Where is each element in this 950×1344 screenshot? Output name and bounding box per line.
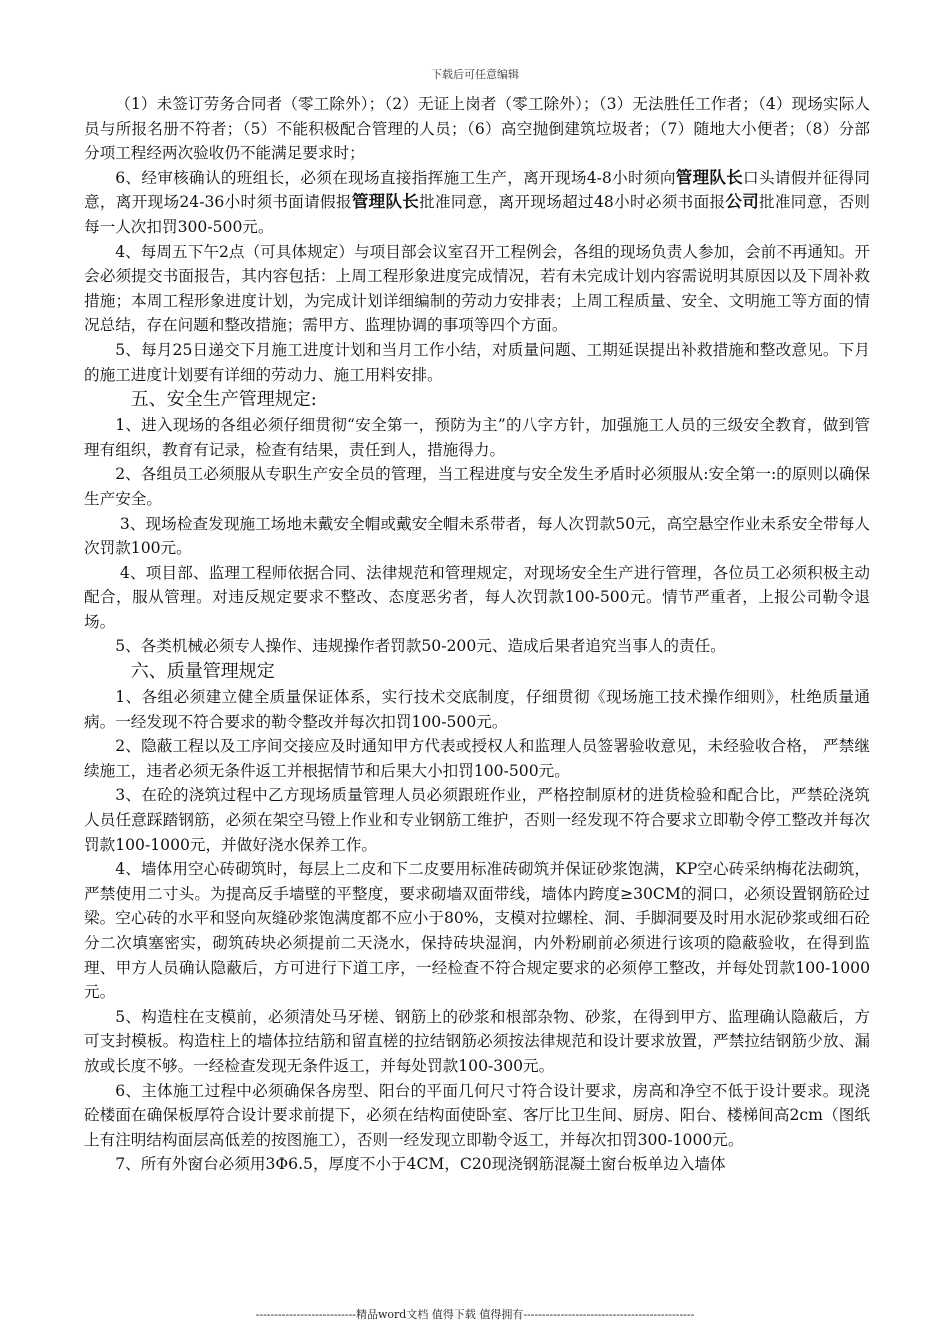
safety-item: 5、各类机械必须专人操作、违规操作者罚款50-200元、造成后果者追究当事人的责任。 xyxy=(115,637,726,656)
p6-bold-manager-1: 管理队长 xyxy=(675,167,744,187)
p6-text-e: 批准同意，否则每一人次扣罚300-500元。 xyxy=(84,193,870,236)
safety-item: 4、项目部、监理工程师依据合同、法律规范和管理规定，对现场安全生产进行管理，各位员工必须积极主动配合，服从管理。对违反规定要求不整改、态度恶劣者，每人次罚款100-500元。情节严重者，上报公司勒令退场。 xyxy=(84,563,870,631)
quality-item: 3、在砼的浇筑过程中乙方现场质量管理人员必须跟班作业，严格控制原材的进货检验和配合比，严禁砼浇筑人员任意踩踏钢筋，必须在架空马镫上作业和专业钢筋工维护，否则一经发现不符合要求立即勒令停工整改并每次罚款100-1000元，并做好浇水保养工作。 xyxy=(84,786,870,854)
p6-bold-manager-2: 管理队长 xyxy=(351,192,420,212)
safety-item: 2、各组员工必须服从专职生产安全员的管理，当工程进度与安全发生矛盾时必须服从:安全第一:的原则以确保生产安全。 xyxy=(84,465,870,508)
quality-item: 7、所有外窗台必须用3Φ6.5，厚度不小于4CM，C20现浇钢筋混凝土窗台板单边入墙体 xyxy=(115,1155,726,1174)
paragraph-unqualified-list: （1）未签订劳务合同者（零工除外）；（2）无证上岗者（零工除外）；（3）无法胜任工作者；（4）现场实际人员与所报名册不符者；（5）不能积极配合管理的人员；（6）高空抛倒建筑垃圾者；（7）随地大小便者；（8）分部分项工程经两次验收仍不能满足要求时； xyxy=(84,95,870,163)
section-heading-quality: 六、质量管理规定 xyxy=(130,661,275,683)
quality-item: 6、主体施工过程中必须确保各房型、阳台的平面几何尺寸符合设计要求，房高和净空不低于设计要求。现浇砼楼面在确保板厚符合设计要求前提下，必须在结构面使卧室、客厅比卫生间、厨房、阳台、楼梯间高2cm（图纸上有注明结构面层高低差的按图施工），否则一经发现立即勒令返工，并每次扣罚300-1000元。 xyxy=(84,1081,870,1149)
quality-item: 4、墙体用空心砖砌筑时，每层上二皮和下二皮要用标准砖砌筑并保证砂浆饱满，KP空心砖采纳梅花法砌筑，严禁使用二寸头。为提高反手墙壁的平整度，要求砌墙双面带线，墙体内跨度≥30CM的洞口，必须设置钢筋砼过梁。空心砖的水平和竖向灰缝砂浆饱满度都不应小于80%，支模对拉螺栓、洞、手脚洞要及时用水泥砂浆或细石砼分二次填塞密实，砌筑砖块必须提前二天浇水，保持砖块湿润，内外粉刷前必须进行该项的隐蔽验收，在得到监理、甲方人员确认隐蔽后，方可进行下道工序，一经检查不符合规定要求的必须停工整改，并每处罚款100-1000元。 xyxy=(84,860,870,1002)
quality-item: 1、各组必须建立健全质量保证体系，实行技术交底制度，仔细贯彻《现场施工技术操作细则》，杜绝质量通病。一经发现不符合要求的勒令整改并每次扣罚100-500元。 xyxy=(84,688,870,731)
p6-text-a: 6、经审核确认的班组长，必须在现场直接指挥施工生产，离开现场4-8小时须向 xyxy=(115,168,676,187)
p6-bold-company: 公司 xyxy=(725,192,759,212)
document-body xyxy=(84,92,870,1177)
quality-item: 2、隐蔽工程以及工序间交接应及时通知甲方代表或授权人和监理人员签署验收意见，未经验收合格， 严禁继续施工，违者必须无条件返工并根据情节和后果大小扣罚100-500元。 xyxy=(84,737,870,780)
page-footer: ---------------------------精品word文档 值得下载 值得拥有---------------------------------------------- xyxy=(255,1308,695,1321)
paragraph-weekly-meeting: 4、每周五下午2点（可具体规定）与项目部会议室召开工程例会，各组的现场负责人参加，会前不再通知。开会必须提交书面报告，其内容包括：上周工程形象进度完成情况，若有未完成计划内容需说明其原因以及下周补救措施；本周工程形象进度计划，为完成计划详细编制的劳动力安排表；上周工程质量、安全、文明施工等方面的情况总结，存在问题和整改措施；需甲方、监理协调的事项等四个方面。 xyxy=(84,242,870,335)
paragraph-team-leader-leave xyxy=(84,166,870,240)
section-heading-safety: 五、安全生产管理规定: xyxy=(130,389,317,411)
quality-item: 5、构造柱在支模前，必须清处马牙槎、钢筋上的砂浆和根部杂物、砂浆，在得到甲方、监理确认隐蔽后，方可支封模板。构造柱上的墙体拉结筋和留直槎的拉结钢筋必须按法律规范和设计要求放置，严禁拉结钢筋少放、漏放或长度不够。一经检查发现无条件返工，并每处罚款100-300元。 xyxy=(84,1007,870,1075)
page-header: 下载后可任意编辑 xyxy=(431,68,519,81)
p6-text-c: 口头请假并征得同意，离开现场24-36小时须书面请假报 xyxy=(84,168,870,212)
p6-text-d: 批准同意，离开现场超过48小时必须书面报 xyxy=(419,193,726,212)
paragraph-monthly-plan: 5、每月25日递交下月施工进度计划和当月工作小结，对质量问题、工期延误提出补救措施和整改意见。下月的施工进度计划要有详细的劳动力、施工用料安排。 xyxy=(84,340,870,384)
safety-item: 1、进入现场的各组必须仔细贯彻“安全第一，预防为主”的八字方针，加强施工人员的三级安全教育，做到管理有组织，教育有记录，检查有结果，责任到人，措施得力。 xyxy=(84,416,870,459)
safety-item: 3、现场检查发现施工场地未戴安全帽或戴安全帽未系带者，每人次罚款50元，高空悬空作业未系安全带每人次罚款100元。 xyxy=(84,514,870,558)
